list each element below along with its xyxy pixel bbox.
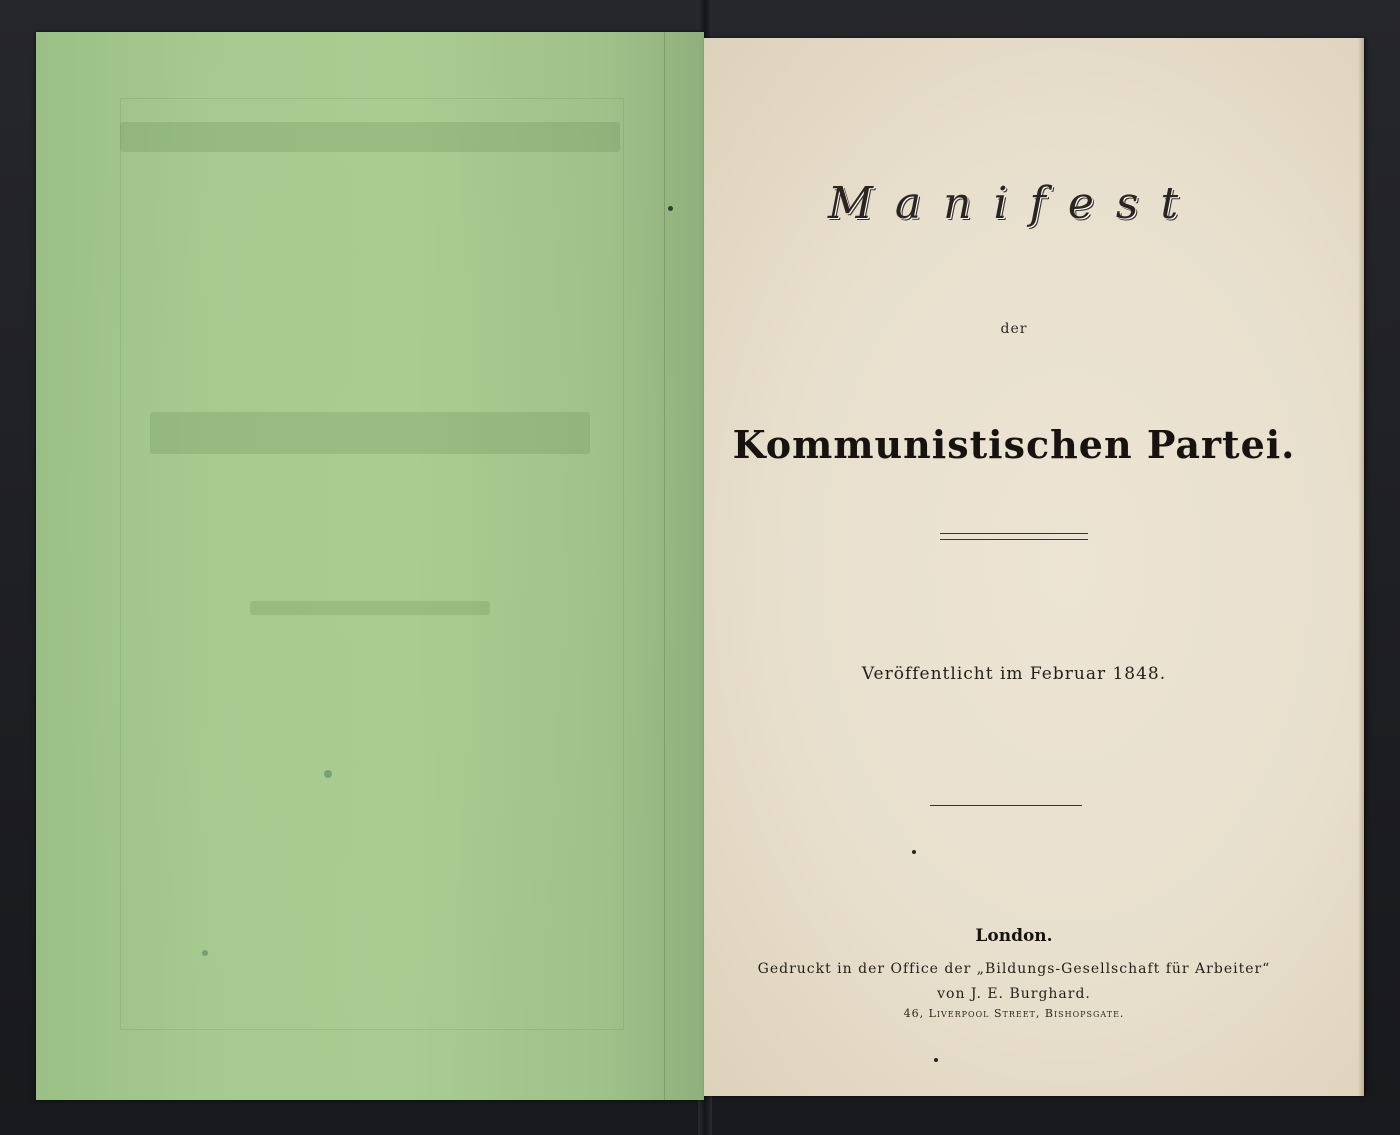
cover-show-through-line [36,600,704,620]
green-cover-page [36,32,704,1100]
imprint-city: London. [975,926,1053,946]
page-edge-shadow [1358,38,1364,1096]
imprint-printer: Gedruckt in der Office der „Bildungs-Gesellschaft für Arbeiter“ [757,961,1271,977]
cover-border-show-through [120,98,624,1030]
ink-spot [202,950,208,956]
imprint-address: 46, Liverpool Street, Bishopsgate. [903,1007,1125,1020]
print-speck [912,850,916,854]
ink-spot [668,206,673,211]
double-rule-divider [940,533,1088,540]
page-subtitle: Kommunistischen Partei. [732,422,1296,467]
publication-date: Veröffentlicht im Februar 1848. [861,664,1167,684]
title-page [704,38,1364,1096]
single-rule-divider [930,805,1082,806]
page-title: Manifest [827,178,1201,229]
cover-show-through-line [36,122,704,156]
cover-fold-line [664,32,665,1100]
title-connector: der [1000,321,1028,337]
print-speck [934,1058,938,1062]
cover-show-through-title [36,412,704,462]
ink-spot [324,770,332,778]
imprint-by: von J. E. Burghard. [937,986,1091,1002]
